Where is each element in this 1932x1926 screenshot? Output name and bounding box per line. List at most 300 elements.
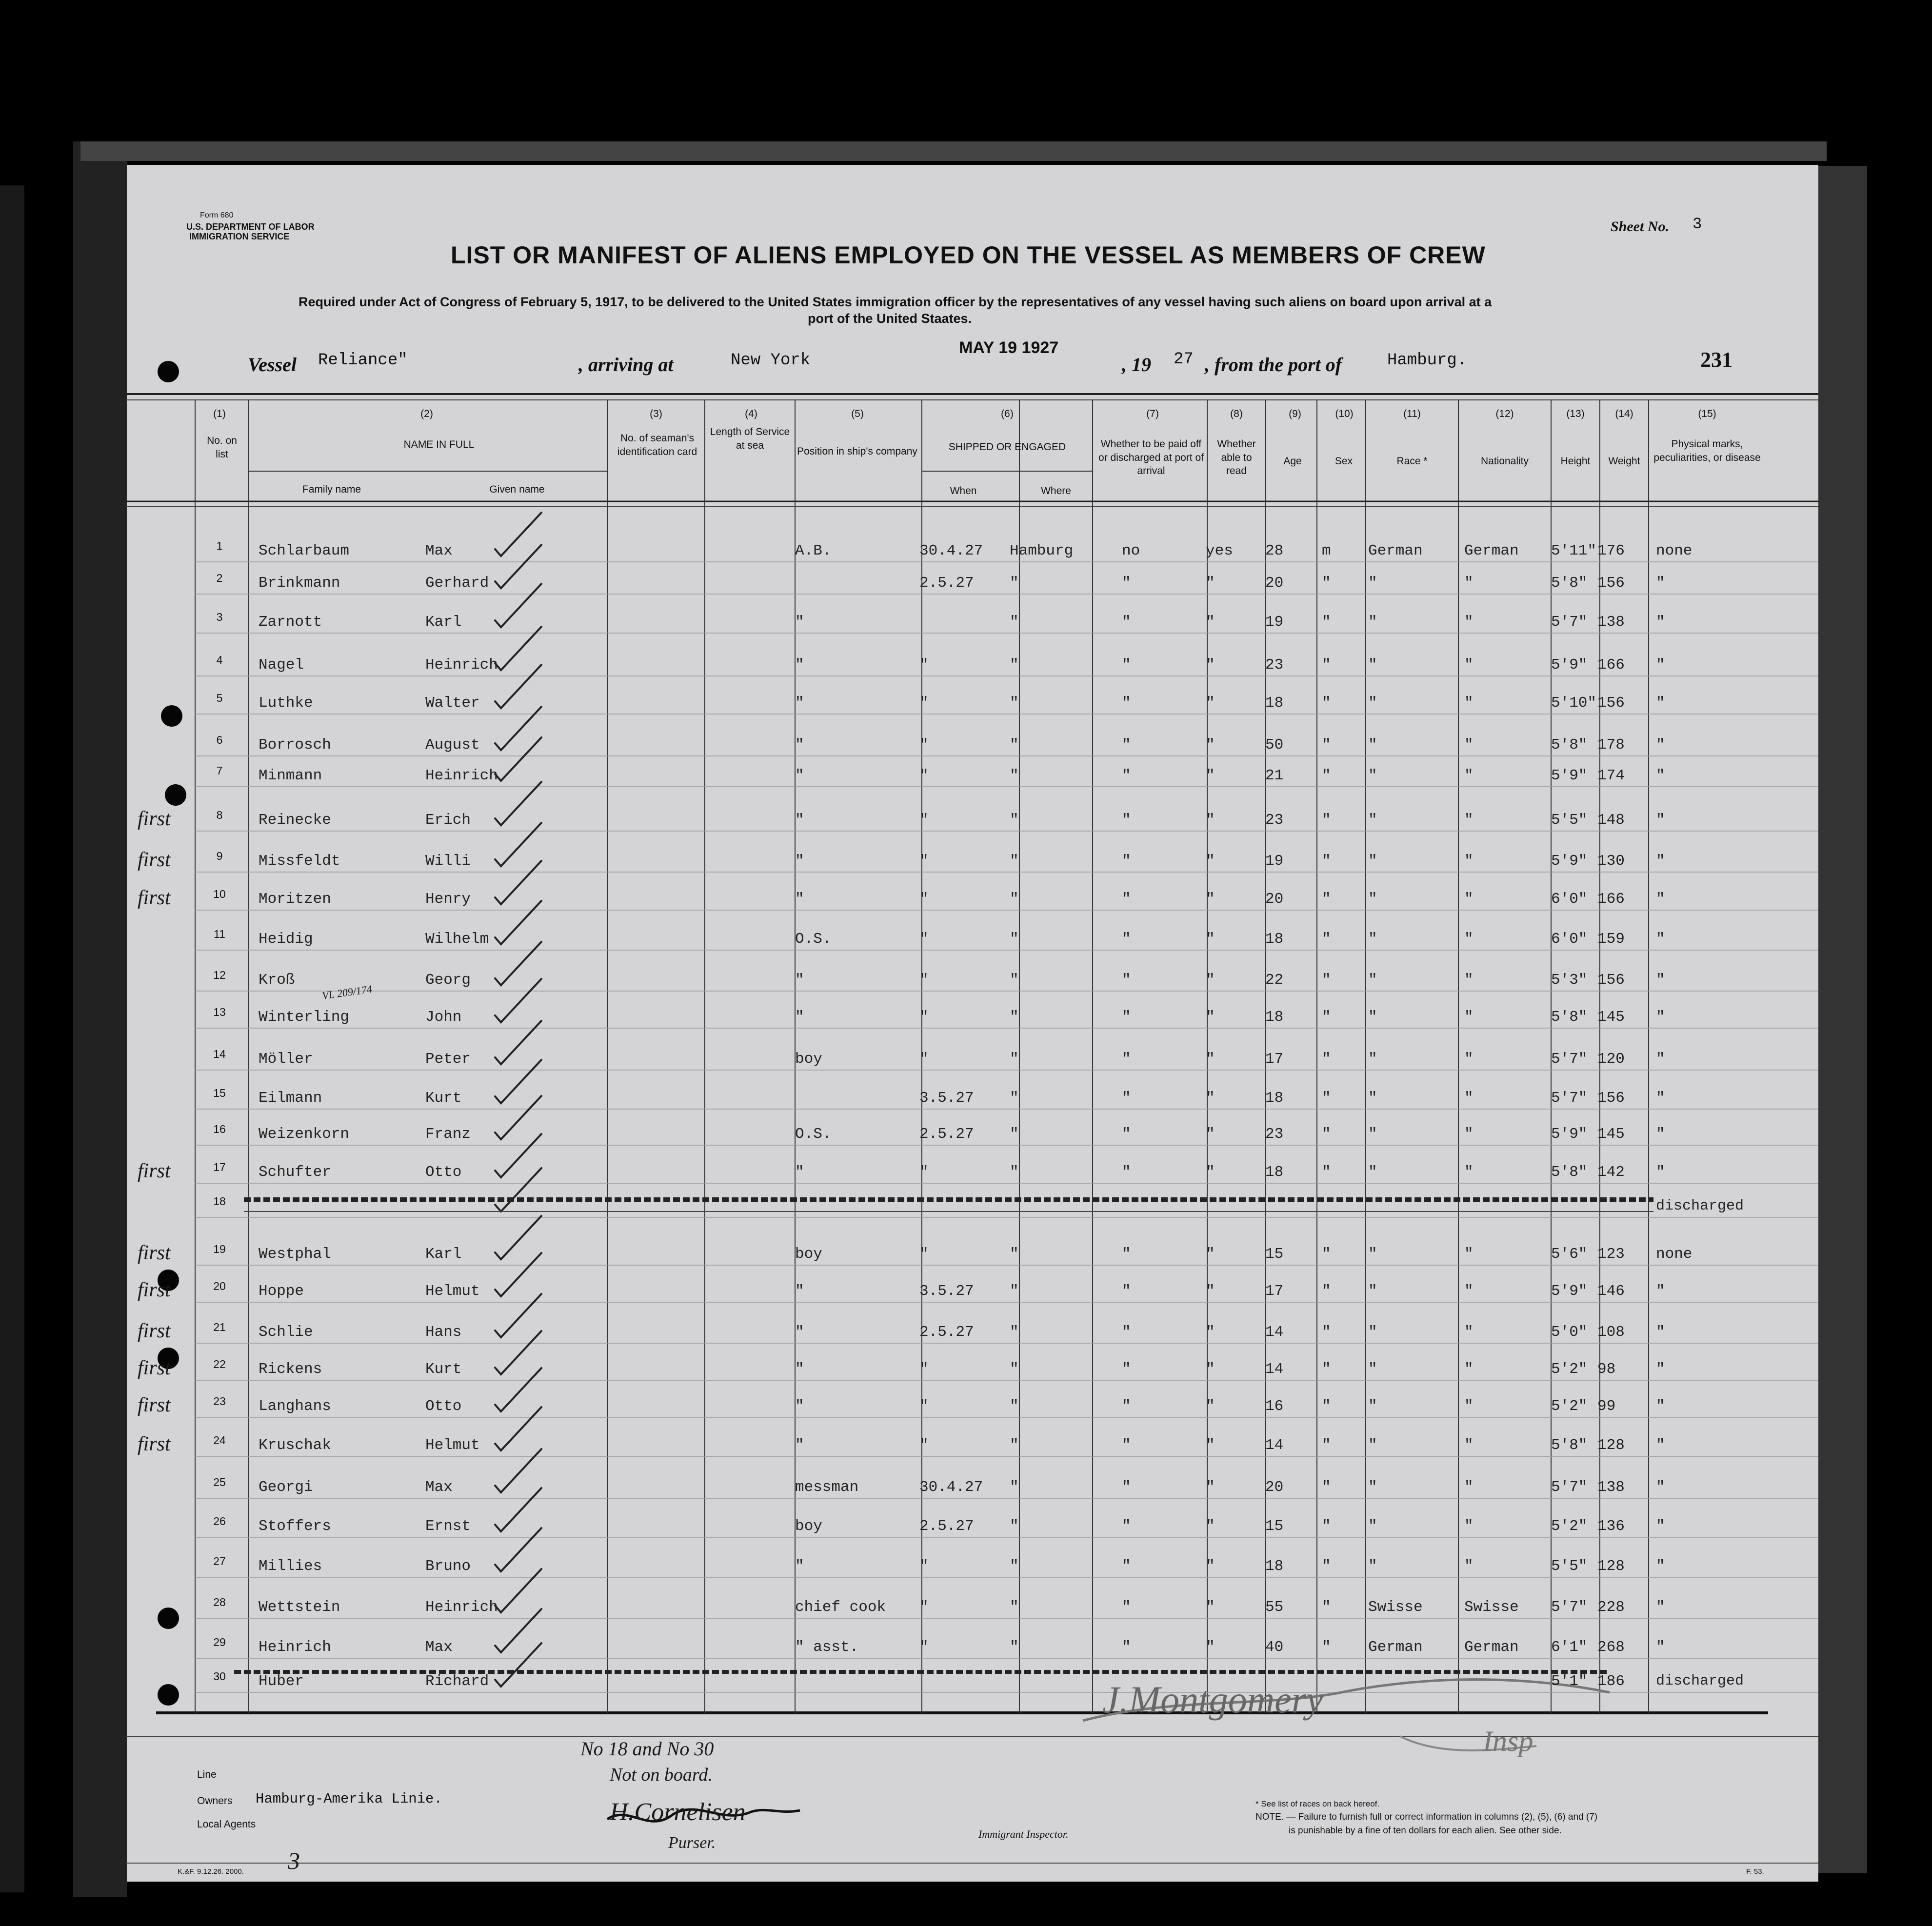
col-name-in-full: NAME IN FULL (403, 439, 475, 450)
cell-weight: 156 (1597, 1090, 1625, 1107)
cell-paid: " (1122, 891, 1131, 908)
cell-weight: 98 (1597, 1361, 1616, 1378)
cell-height: 5'0" (1551, 1324, 1588, 1341)
row-number: 20 (213, 1280, 226, 1292)
cell-where: " (1010, 1324, 1019, 1341)
departure-port: Hamburg. (1387, 351, 1467, 370)
col-position: Position in ship's company (797, 446, 917, 457)
cell-family: Rickens (259, 1361, 322, 1378)
cell-family: Schufter (259, 1164, 331, 1181)
cell-when: " (919, 1599, 929, 1616)
row-number: 9 (216, 850, 223, 862)
col-number-11: (11) (1403, 408, 1421, 419)
cell-when: " (919, 812, 929, 829)
cell-age: 50 (1265, 736, 1284, 754)
col-number-8: (8) (1230, 408, 1243, 419)
cell-marks: " (1656, 767, 1665, 784)
cell-marks: " (1656, 1051, 1665, 1068)
cell-age: 40 (1265, 1639, 1284, 1656)
cell-read: " (1206, 1479, 1215, 1496)
cell-where: " (1010, 1398, 1019, 1415)
cell-nationality: " (1464, 1090, 1474, 1107)
vessel-label: Vessel (248, 354, 297, 376)
check-mark (495, 1569, 541, 1612)
date-stamp: MAY 19 1927 (959, 338, 1059, 357)
cell-when: " (919, 1009, 929, 1026)
cell-marks: " (1656, 656, 1665, 674)
cell-position: " (795, 695, 804, 712)
cell-nationality: " (1464, 1051, 1474, 1068)
cell-paid: " (1122, 1324, 1131, 1341)
col-able-read: Whether able to read (1217, 438, 1256, 477)
cell-read: " (1206, 1518, 1215, 1535)
cell-nationality: " (1464, 767, 1474, 784)
cell-weight: 145 (1597, 1009, 1625, 1026)
cell-position: " (795, 1398, 804, 1415)
cell-height: 5'9" (1551, 1283, 1588, 1300)
check-mark (495, 1488, 541, 1531)
cell-age: 14 (1265, 1324, 1284, 1341)
cell-height: 5'8" (1551, 1437, 1588, 1454)
cell-paid: " (1122, 1558, 1131, 1575)
cell-nationality: " (1464, 1283, 1474, 1300)
cell-position: " (795, 1361, 804, 1378)
sheet-number: 3 (1693, 215, 1702, 233)
cell-family: Heinrich (259, 1639, 331, 1656)
cell-marks: " (1656, 695, 1665, 712)
cell-weight: 138 (1597, 1479, 1625, 1496)
cell-marks: " (1656, 1437, 1665, 1454)
check-mark (495, 942, 541, 985)
cell-position: " (795, 1558, 804, 1575)
cell-age: 18 (1265, 695, 1284, 712)
cell-race: German (1368, 542, 1423, 559)
row-13-annotation: VL 209/174 (321, 982, 373, 1002)
cell-race: " (1368, 1051, 1377, 1068)
cell-position: " (795, 1009, 804, 1026)
cell-marks: " (1656, 891, 1665, 908)
cell-family: Wettstein (259, 1599, 340, 1616)
cell-given: Hans (425, 1324, 462, 1341)
cell-position: O.S. (795, 931, 832, 948)
from-port-label: , from the port of (1205, 354, 1342, 376)
cell-where: " (1010, 1126, 1019, 1143)
cell-weight: 123 (1597, 1246, 1625, 1263)
purser-signature: H.Cornelisen (610, 1798, 746, 1826)
cell-where: " (1010, 614, 1019, 631)
cell-height: 6'0" (1551, 891, 1588, 908)
cell-weight: 136 (1597, 1518, 1625, 1535)
cell-family: Winterling (259, 1009, 350, 1026)
cell-weight: 128 (1597, 1558, 1625, 1575)
cell-read: " (1206, 972, 1215, 989)
margin-note-first: first (138, 849, 171, 871)
cell-read: " (1206, 1599, 1215, 1616)
cell-height: 5'7" (1551, 1599, 1588, 1616)
cell-position: chief cook (795, 1599, 886, 1616)
cell-where: " (1010, 1558, 1019, 1575)
cell-position: " (795, 891, 804, 908)
col-sex: Sex (1334, 456, 1353, 467)
cell-height: 5'9" (1551, 656, 1588, 674)
cell-nationality: " (1464, 1437, 1474, 1454)
cell-nationality: " (1464, 695, 1474, 712)
cell-weight: 128 (1597, 1437, 1625, 1454)
cell-where: " (1010, 931, 1019, 948)
cell-sex: " (1322, 1518, 1331, 1535)
cell-nationality: German (1464, 542, 1519, 559)
cell-sex: " (1322, 614, 1331, 631)
cell-age: 19 (1265, 614, 1284, 631)
cell-given: Helmut (425, 1437, 480, 1454)
cell-where: " (1010, 1639, 1019, 1656)
cell-sex: " (1322, 736, 1331, 754)
cell-marks: " (1656, 853, 1665, 870)
col-number-12: (12) (1495, 408, 1514, 419)
cell-read: " (1206, 767, 1215, 784)
cell-marks: " (1656, 1599, 1665, 1616)
cell-given: Peter (425, 1051, 471, 1068)
col-no-on-list: No. on list (207, 435, 237, 460)
cell-when: " (919, 656, 929, 674)
cell-position: boy (795, 1518, 822, 1535)
cell-where: " (1010, 1361, 1019, 1378)
cell-position: " (795, 853, 804, 870)
cell-nationality: Swisse (1464, 1599, 1519, 1616)
margin-note-first: first (138, 1242, 171, 1264)
cell-paid: " (1122, 1164, 1131, 1181)
row-number: 25 (213, 1476, 226, 1489)
cell-read: " (1206, 1164, 1215, 1181)
cell-read: " (1206, 891, 1215, 908)
cell-sex: " (1322, 1090, 1331, 1107)
cell-where: " (1010, 1164, 1019, 1181)
handwritten-note-1: No 18 and No 30 (580, 1738, 714, 1760)
cell-sex: " (1322, 1246, 1331, 1263)
cell-race: " (1368, 1324, 1377, 1341)
cell-weight: 142 (1597, 1164, 1625, 1181)
cell-race: " (1368, 931, 1377, 948)
cell-marks: " (1656, 972, 1665, 989)
cell-when: 2.5.27 (919, 1126, 974, 1143)
cell-read: " (1206, 1639, 1215, 1656)
col-id-card: No. of seaman's identification card (617, 433, 697, 457)
cell-paid: " (1122, 736, 1131, 754)
cell-race: " (1368, 656, 1377, 674)
cell-height: 5'8" (1551, 1009, 1588, 1026)
cell-height: 5'3" (1551, 972, 1588, 989)
subtitle-line-2: port of the United Staates. (808, 311, 972, 326)
cell-weight: 156 (1597, 972, 1625, 989)
sheet-label: Sheet No. (1611, 218, 1669, 235)
cell-height: 5'7" (1551, 614, 1588, 631)
cell-sex: " (1322, 767, 1331, 784)
cell-given: Helmut (425, 1283, 480, 1300)
cell-when: " (919, 972, 929, 989)
cell-race: " (1368, 1518, 1377, 1535)
check-mark (495, 1168, 541, 1211)
cell-given: Heinrich (425, 656, 498, 674)
cell-race: Swisse (1368, 1599, 1423, 1616)
row-number: 24 (213, 1434, 226, 1447)
cell-weight: 130 (1597, 853, 1625, 870)
cell-position: " (795, 767, 804, 784)
cell-when: " (919, 1051, 929, 1068)
cell-when: 3.5.27 (919, 1283, 974, 1300)
cell-nationality: " (1464, 1518, 1474, 1535)
cell-age: 22 (1265, 972, 1284, 989)
footnote-note: NOTE. — Failure to furnish full or correct information in columns (2), (5), (6) and (7) (1255, 1812, 1598, 1822)
cell-family: Millies (259, 1558, 322, 1575)
cell-given: Georg (425, 972, 471, 989)
cell-nationality: " (1464, 1361, 1474, 1378)
cell-family: Borrosch (259, 736, 331, 754)
row-number: 6 (216, 734, 223, 746)
cell-family: Georgi (259, 1479, 313, 1496)
cell-marks: " (1656, 931, 1665, 948)
cell-weight: 159 (1597, 931, 1625, 948)
cell-sex: " (1322, 575, 1331, 592)
cell-read: " (1206, 1398, 1215, 1415)
printer-code: K.&F. 9.12.26. 2000. (178, 1867, 244, 1876)
check-mark (495, 1449, 541, 1492)
cell-marks: " (1656, 1518, 1665, 1535)
row-number: 15 (213, 1087, 226, 1099)
cell-height: 5'7" (1551, 1051, 1588, 1068)
cell-nationality: " (1464, 931, 1474, 948)
cell-nationality: " (1464, 1164, 1474, 1181)
row-number: 19 (213, 1243, 226, 1255)
col-number-4: (4) (745, 408, 757, 419)
cell-where: " (1010, 853, 1019, 870)
cell-when: " (919, 736, 929, 754)
cell-given: Walter (425, 695, 480, 712)
cell-paid: " (1122, 1090, 1131, 1107)
cell-paid: " (1122, 853, 1131, 870)
row-number: 8 (216, 809, 223, 821)
col-physical-marks: Physical marks, peculiarities, or disease (1653, 438, 1761, 463)
check-mark (495, 823, 541, 866)
cell-read: " (1206, 853, 1215, 870)
cell-when: 3.5.27 (919, 1090, 974, 1107)
cell-height: 5'7" (1551, 1090, 1588, 1107)
cell-read: " (1206, 1051, 1215, 1068)
cell-race: " (1368, 575, 1377, 592)
cell-read: " (1206, 1437, 1215, 1454)
owners-label: Owners (197, 1795, 233, 1807)
cell-read: " (1206, 656, 1215, 674)
cell-given: Henry (425, 891, 471, 908)
cell-read: " (1206, 1009, 1215, 1026)
arrival-port: New York (731, 351, 811, 370)
cell-race: " (1368, 695, 1377, 712)
cell-where: " (1010, 767, 1019, 784)
cell-sex: " (1322, 1639, 1331, 1656)
cell-age: 15 (1265, 1518, 1284, 1535)
cell-family: Huber (259, 1673, 304, 1690)
col-family-name: Family name (302, 484, 361, 495)
cell-where: Hamburg (1010, 542, 1074, 559)
cell-age: 18 (1265, 1164, 1284, 1181)
cell-marks: " (1656, 1361, 1665, 1378)
cell-nationality: " (1464, 812, 1474, 829)
cell-weight: 186 (1597, 1673, 1625, 1690)
cell-when: " (919, 931, 929, 948)
cell-marks: " (1656, 1164, 1665, 1181)
cell-family: Langhans (259, 1398, 331, 1415)
form-number: Form 680 (200, 211, 234, 219)
row-number: 1 (216, 539, 223, 552)
cell-where: " (1010, 1599, 1019, 1616)
cell-position: A.B. (795, 542, 832, 559)
cell-race: " (1368, 1398, 1377, 1415)
cell-family: Weizenkorn (259, 1126, 350, 1143)
cell-sex: " (1322, 931, 1331, 948)
cell-sex: " (1322, 1126, 1331, 1143)
margin-note-first: first (138, 1433, 171, 1455)
cell-weight: 268 (1597, 1639, 1625, 1656)
cell-weight: 174 (1597, 767, 1625, 784)
line-label: Line (197, 1769, 217, 1780)
cell-height: 5'8" (1551, 1164, 1588, 1181)
vessel-name: Reliance" (318, 351, 408, 370)
cell-race: " (1368, 1283, 1377, 1300)
cell-age: 17 (1265, 1051, 1284, 1068)
cell-given: August (425, 736, 480, 754)
year-value: 27 (1174, 350, 1194, 369)
cell-race: " (1368, 1090, 1377, 1107)
cell-when: 2.5.27 (919, 575, 974, 592)
cell-family: Zarnott (259, 614, 322, 631)
cell-age: 17 (1265, 1283, 1284, 1300)
cell-sex: " (1322, 1599, 1331, 1616)
cell-nationality: " (1464, 853, 1474, 870)
cell-given: Max (425, 542, 453, 559)
cell-when: 30.4.27 (919, 542, 983, 559)
cell-where: " (1010, 656, 1019, 674)
cell-family: Minmann (259, 767, 322, 784)
cell-nationality: " (1464, 891, 1474, 908)
cell-nationality: " (1464, 736, 1474, 754)
check-mark (495, 1294, 541, 1337)
cell-paid: no (1122, 542, 1140, 559)
cell-race: " (1368, 736, 1377, 754)
cell-age: 23 (1265, 812, 1284, 829)
row-number: 7 (216, 764, 223, 777)
row-number: 29 (213, 1636, 226, 1648)
cell-age: 18 (1265, 1009, 1284, 1026)
row-number: 5 (216, 692, 223, 704)
cell-height: 5'9" (1551, 767, 1588, 784)
footnote-fine: is punishable by a fine of ten dollars for each alien. See other side. (1289, 1826, 1562, 1836)
cell-height: 5'1" (1551, 1673, 1588, 1690)
cell-read: " (1206, 614, 1215, 631)
check-mark (495, 737, 541, 781)
cell-where: " (1010, 695, 1019, 712)
cell-weight: 166 (1597, 891, 1625, 908)
col-given-name: Given name (489, 484, 545, 495)
owners-value: Hamburg-Amerika Linie. (256, 1791, 442, 1807)
cell-when: " (919, 767, 929, 784)
cell-weight: 145 (1597, 1126, 1625, 1143)
row-number: 4 (216, 654, 223, 666)
cell-nationality: " (1464, 1126, 1474, 1143)
cell-age: 20 (1265, 575, 1284, 592)
check-mark (495, 901, 541, 944)
cell-sex: " (1322, 656, 1331, 674)
margin-note-first: first (138, 1279, 171, 1301)
row-number: 14 (213, 1048, 226, 1060)
cell-given: Franz (425, 1126, 471, 1143)
cell-sex: " (1322, 1009, 1331, 1026)
arriving-label: , arriving at (578, 354, 674, 376)
cell-family: Schlarbaum (259, 542, 350, 559)
cell-position: " (795, 1437, 804, 1454)
cell-when: " (919, 1437, 929, 1454)
cell-family: Heidig (259, 931, 313, 948)
cell-when: 30.4.27 (919, 1479, 983, 1496)
cell-marks: discharged (1656, 1198, 1744, 1214)
cell-read: " (1206, 695, 1215, 712)
cell-position: " (795, 972, 804, 989)
cell-nationality: " (1464, 1479, 1474, 1496)
cell-given: Bruno (425, 1558, 471, 1575)
cell-nationality: " (1464, 1246, 1474, 1263)
col-shipped: SHIPPED OR ENGAGED (948, 441, 1066, 453)
cell-height: 5'8" (1551, 736, 1588, 754)
cell-height: 5'9" (1551, 1126, 1588, 1143)
cell-race: " (1368, 767, 1377, 784)
check-mark (495, 545, 541, 588)
cell-age: 20 (1265, 1479, 1284, 1496)
cell-paid: " (1122, 1437, 1131, 1454)
cell-age: 18 (1265, 1090, 1284, 1107)
cell-race: " (1368, 853, 1377, 870)
col-weight: Weight (1608, 456, 1640, 467)
cell-sex: " (1322, 1164, 1331, 1181)
col-number-5: (5) (851, 408, 864, 419)
col-when: When (950, 485, 977, 496)
cell-marks: " (1656, 1126, 1665, 1143)
cell-read: " (1206, 1324, 1215, 1341)
cell-weight: 108 (1597, 1324, 1625, 1341)
cell-given: Richard (425, 1673, 489, 1690)
col-number-15: (15) (1698, 408, 1716, 419)
col-number-13: (13) (1566, 408, 1585, 419)
cell-race: " (1368, 891, 1377, 908)
cell-race: " (1368, 1437, 1377, 1454)
cell-read: " (1206, 1283, 1215, 1300)
cell-marks: " (1656, 1090, 1665, 1107)
cell-nationality: " (1464, 1009, 1474, 1026)
cell-race: " (1368, 1479, 1377, 1496)
cell-given: Wilhelm (425, 931, 489, 948)
col-number-7: (7) (1146, 408, 1159, 419)
cell-family: Eilmann (259, 1090, 322, 1107)
cell-nationality: German (1464, 1639, 1519, 1656)
cell-age: 15 (1265, 1246, 1284, 1263)
cell-family: Stoffers (259, 1518, 331, 1535)
cell-paid: " (1122, 1518, 1131, 1535)
cell-read: yes (1206, 542, 1233, 559)
cell-nationality: " (1464, 972, 1474, 989)
check-mark (495, 861, 541, 904)
cell-read: " (1206, 1246, 1215, 1263)
cell-when: " (919, 891, 929, 908)
cell-when: 2.5.27 (919, 1324, 974, 1341)
service: IMMIGRATION SERVICE (189, 232, 290, 241)
cell-age: 18 (1265, 1558, 1284, 1575)
